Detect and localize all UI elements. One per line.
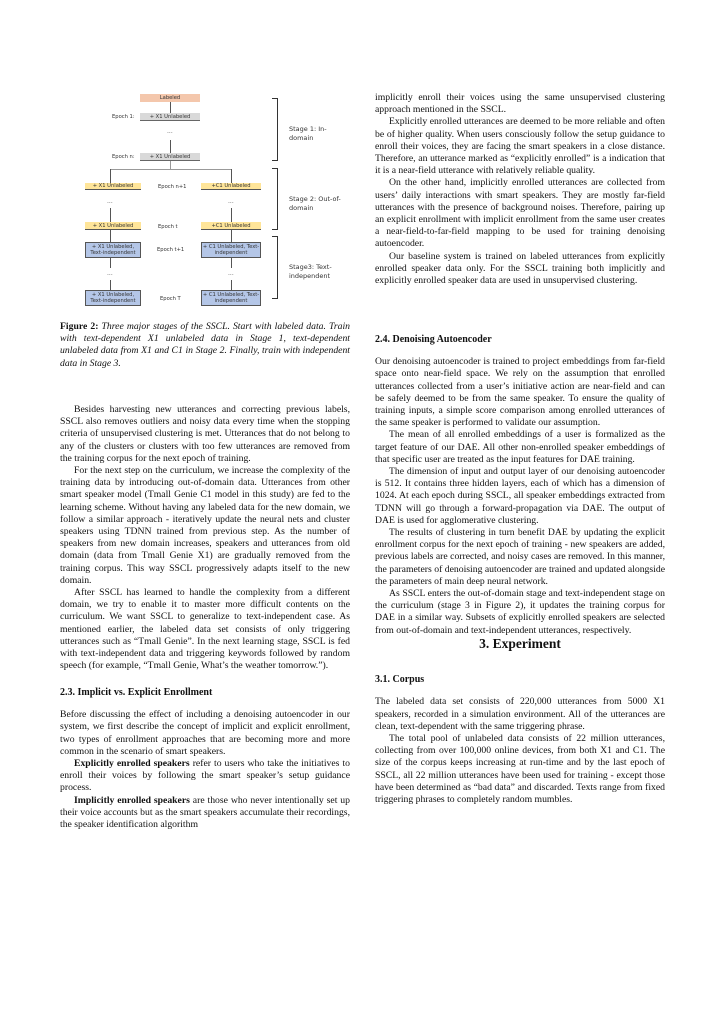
arrow xyxy=(110,169,111,183)
epoch-n-label: Epoch n: xyxy=(112,154,135,160)
caption-label: Figure 2: xyxy=(60,321,99,332)
paragraph: implicitly enroll their voices using the same unsupervised clustering approach mentioned in the SSCL. xyxy=(375,92,665,116)
arrow xyxy=(231,258,232,268)
stage1-brace xyxy=(272,98,278,161)
connector xyxy=(170,161,171,169)
c1-text-independent-box: + C1 Unlabeled, Text-independent xyxy=(202,244,260,256)
ellipsis: ... xyxy=(228,198,234,205)
labeled-box: Labeled xyxy=(140,94,200,102)
epoch-t1-label: Epoch t+1 xyxy=(157,247,185,253)
section-heading: 2.4. Denoising Autoencoder xyxy=(375,334,492,345)
ellipsis: ... xyxy=(228,270,234,277)
term-explicit: Explicitly enrolled speakers xyxy=(74,758,190,770)
stage3-brace xyxy=(272,236,278,299)
paragraph: For the next step on the curriculum, we increase the complexity of the training data by introducing out-of-domain data. Utterances from other smart speaker model (Tmall Genie C1 model in this study) are fed to the learning scheme. Without having any labeled data for the new domain, we follow a similar approach - iteratively update the neural nets and cluster speakers using TDNN trained from previous step. As the number of speakers from new domain increases, speakers and utterances from old domain (data from Tmall Genie X1) are gradually removed from the training corpus. This way SSCL progressively adapts itself to the new domain. xyxy=(60,465,350,586)
x1-unlabeled-epocht-box: + X1 Unlabeled xyxy=(85,222,141,230)
c1-text-independent-final-box: + C1 Unlabeled, Text-independent xyxy=(202,292,260,304)
stage1-label: Stage 1: In-domain xyxy=(289,125,327,142)
epoch-n1-label: Epoch n+1 xyxy=(158,184,187,190)
paragraph: As SSCL enters the out-of-domain stage and text-independent stage on the curriculum (stage 3 in Figure 2), it updates the training corpus for DAE in a similar way. Subsets of explicitly enrolled speakers are selected from out-of-domain and text-independent utterances, respectively. xyxy=(375,588,665,636)
x1-text-independent-box: + X1 Unlabeled, Text-independent xyxy=(85,242,141,258)
paragraph: The results of clustering in turn benefit DAE by updating the explicit enrollment corpus for the next epoch of training - new speakers are added, previous labels are corrected, and noisy cases are removed. In this manner, the parameters of denoising autoencoder are trained and updated alongside the parameters of main deep neural network. xyxy=(375,527,665,587)
arrow xyxy=(170,102,171,113)
epoch-t-label: Epoch t xyxy=(158,224,178,230)
epoch-T-label: Epoch T xyxy=(160,296,181,302)
paragraph: The labeled data set consists of 220,000 utterances from 5000 X1 speakers, recorded in a simulation environment. All of the utterances are clean, text-dependent with the same triggering phrase. xyxy=(375,696,665,732)
term-implicit: Implicitly enrolled speakers xyxy=(74,794,190,806)
arrow xyxy=(110,208,111,222)
paragraph: On the other hand, implicitly enrolled utterances are collected from users’ daily interactions with smart speakers. They are mostly far-field utterances with the presence of background noises. Therefore, pairing up an explicit enrollment with implicit enrollment from the same user creates a near-field-to-far-field mapping to be used for training denoising autoencoder. xyxy=(375,177,665,250)
stage2-brace xyxy=(272,168,278,230)
left-column-body xyxy=(60,404,350,672)
section-2-4 xyxy=(375,334,665,637)
epoch-1-label: Epoch 1: xyxy=(112,114,135,120)
paragraph: The total pool of unlabeled data consists of 22 million utterances, collecting from over 100,000 online devices, from both X1 and C1. The size of the corpus keeps increasing at run-time and by the last epoch of SSCL, all 22 million utterances have been used for training - except those have been determined as “bad data” and discarded. Texts range from fixed triggering phrases to completely random mumbles. xyxy=(375,733,665,806)
figure-caption xyxy=(60,321,350,370)
ellipsis: ... xyxy=(107,270,113,277)
paragraph xyxy=(60,795,350,832)
arrow xyxy=(231,169,232,183)
paragraph: Our baseline system is trained on labeled utterances from explicitly enrolled speaker data only. For the SSCL training both implicitly and explicitly enrolled speaker data are used in unsupervised clustering. xyxy=(375,250,665,287)
stage3-label: Stage3: Text-independent xyxy=(289,263,332,280)
connector xyxy=(110,169,231,170)
ellipsis: ... xyxy=(167,128,173,135)
paragraph: The dimension of input and output layer of our denoising autoencoder is 512. It contains three hidden layers, each of which has a dimension of 1024. At each epoch during SSCL, all speaker embeddings extracted from TDNN will go through a forward-propagation via DAE. The output of DAE is used for agglomerative clustering. xyxy=(375,466,665,526)
paragraph: The mean of all enrolled embeddings of a user is formalized as the target feature of our DAE. All other non-enrolled speaker embeddings of that specific user are treated as the input features for DAE training. xyxy=(375,429,665,465)
section-heading: 2.3. Implicit vs. Explicit Enrollment xyxy=(60,687,213,698)
x1-unlabeled-stage2-box: + X1 Unlabeled xyxy=(85,183,141,190)
section-heading: 3. Experiment xyxy=(479,636,561,651)
arrow xyxy=(231,208,232,222)
ellipsis: ... xyxy=(107,198,113,205)
section-3 xyxy=(375,638,665,806)
paragraph-text: refer to users who take the initiatives to enroll their voices by following the smart speaker’s setup guidance process. xyxy=(60,758,350,794)
paragraph-text: are those who never intentionally set up their voice accounts but as the smart speakers accumulate their recordings, the speaker identification algorithm xyxy=(60,794,350,831)
caption-text: Three major stages of the SSCL. Start with labeled data. Train with text-dependent X1 unlabeled data in Stage 1, text-dependent unlabeled data from X1 and C1 in Stage 2. Finally, train with independent data in Stage 3. xyxy=(60,321,350,369)
paragraph: Before discussing the effect of including a denoising autoencoder in our system, we first describe the concept of implicit and explicit enrollment, two types of enrollment approaches that are becoming more and more common in the scenario of smart speakers. xyxy=(60,709,350,757)
x1-unlabeled-epoch1-box: + X1 Unlabeled xyxy=(140,113,200,121)
paragraph: Explicitly enrolled utterances are deemed to be more reliable and often be of higher quality. When users consciously follow the setup guidance to enroll their voices, they are facing the smart speakers in a close distance. Therefore, an utterance marked as “explicitly enrolled” is a indication that it is a near-field utterance with relatively reliable quality. xyxy=(375,116,665,177)
arrow xyxy=(231,280,232,290)
paragraph xyxy=(60,758,350,795)
arrow xyxy=(110,280,111,290)
arrow xyxy=(110,230,111,242)
paragraph: Our denoising autoencoder is trained to project embeddings from far-field space onto near-field space. We rely on the assumption that enrolled utterances collected from a user’s initiative action are near-field and can be safely deemed to be from the same speaker. To ensure the quality of training inputs, a simple score comparison among enrolled utterances of the same speaker is performed to validate our assumption. xyxy=(375,356,665,429)
c1-unlabeled-stage2-box: +C1 Unlabeled xyxy=(201,183,261,190)
arrow xyxy=(170,140,171,153)
stage2-label: Stage 2: Out-of-domain xyxy=(289,195,341,212)
arrow xyxy=(231,230,232,242)
subsection-heading: 3.1. Corpus xyxy=(375,674,425,686)
right-column-top xyxy=(375,92,665,287)
c1-unlabeled-epocht-box: +C1 Unlabeled xyxy=(201,222,261,230)
arrow xyxy=(110,258,111,268)
x1-unlabeled-epochn-box: + X1 Unlabeled xyxy=(140,153,200,161)
paragraph: After SSCL has learned to handle the complexity from a different domain, we try to enable it to master more difficult contents on the curriculum. We want SSCL to generalize to text-independent case. As mentioned earlier, the labeled data set consists of only triggering utterances such as “Tmall Genie”. In the next learning stage, SSCL is fed with text-independent data and triggering keywords followed by random speech (for example, “Tmall Genie, What’s the weather tomorrow.”). xyxy=(60,587,350,672)
section-2-3 xyxy=(60,687,350,831)
x1-text-independent-final-box: + X1 Unlabeled, Text-independent xyxy=(85,290,141,306)
paragraph: Besides harvesting new utterances and correcting previous labels, SSCL also removes outliers and noisy data every time when the stopping criteria of unsupervised clustering is met. Utterances that do not belong to any of the clusters or clusters with too few utterances are removed from the training corpus for the next epoch of training. xyxy=(60,404,350,464)
